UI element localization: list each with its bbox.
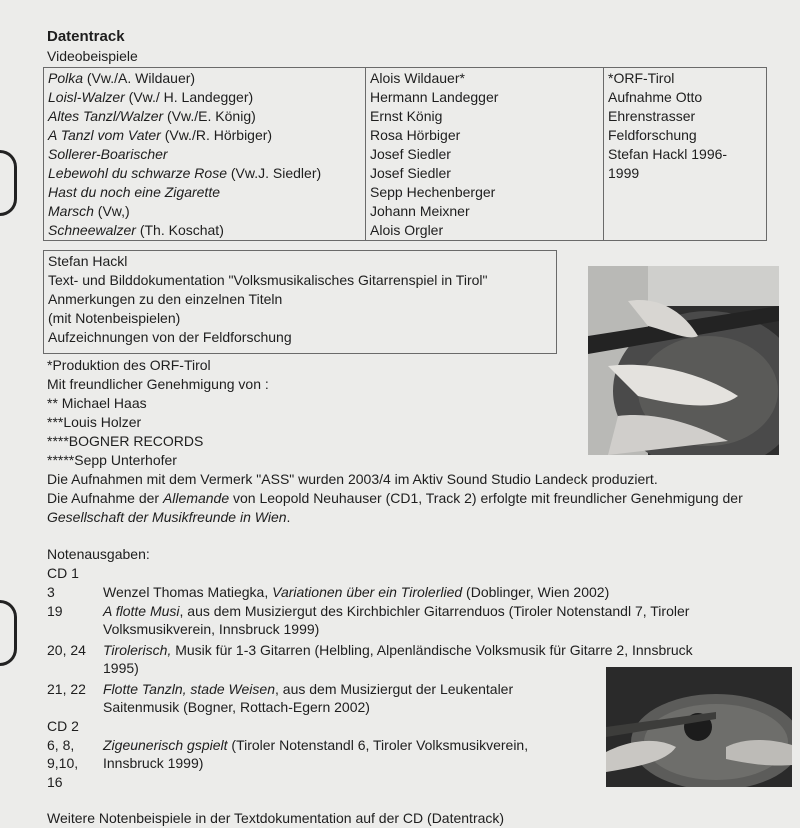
piece-title: Loisl-Walzer [48,89,125,105]
piece-title: Sollerer-Boarischer [48,146,168,162]
note-text: Die Aufnahme der [47,490,163,506]
edition-publisher: , aus dem Musiziergut der Leukentaler [275,680,514,697]
piece-row [48,145,361,164]
edition-publisher-cont: Volksmusikverein, Innsbruck 1999) [103,621,320,637]
guitar-photo [606,667,792,787]
edition-author: Wenzel Thomas Matiegka, [103,584,273,600]
section-subtitle: Videobeispiele [47,48,138,64]
video-table [43,67,767,241]
note-text: von Leopold Neuhauser (CD1, Track 2) erfolgte mit freundlicher Genehmigung der [229,490,743,506]
edition-title: Variationen über ein Tirolerlied [272,584,463,600]
performer: Josef Siedler [370,165,451,181]
track-number: 19 [47,602,63,619]
track-number-line: 16 [47,773,63,790]
piece-title: Altes Tanzl/Walzer [48,108,164,124]
edition-entry [47,583,797,602]
piece-row [48,221,361,240]
source-line: Aufnahme Otto [608,89,703,105]
note-line: Mit freundlicher Genehmigung von : [47,376,269,392]
note-line: *****Sepp Unterhofer [47,452,177,468]
source-line: Feldforschung [608,127,697,143]
piece-row [48,202,361,221]
performers-column [366,68,604,240]
performer: Sepp Hechenberger [370,184,496,200]
editions-heading: Notenausgaben: [47,546,150,562]
edition-text [103,583,797,602]
performer: Johann Meixner [370,203,470,219]
edition-publisher: (Doblinger, Wien 2002) [462,584,610,600]
performer: Alois Wildauer* [370,70,465,86]
doc-line: Stefan Hackl [48,253,128,269]
performer: Josef Siedler [370,146,451,162]
notes-section [47,356,797,527]
edition-publisher-cont: 1995) [103,660,139,676]
doc-line: Text- und Bilddokumentation "Volksmusikalisches Gitarrenspiel in Tirol" [48,272,488,288]
piece-row [48,126,361,145]
track-number: 3 [47,584,55,600]
binding-ring [0,600,17,666]
source-line: *ORF-Tirol [608,70,675,86]
edition-text [103,602,797,639]
edition-publisher: Musik für 1-3 Gitarren (Helbling, Alpenländische Volksmusik für Gitarre 2, Innsbruck [171,641,693,658]
piece-credit: (Vw./ H. Landegger) [124,89,254,105]
doc-line: (mit Notenbeispielen) [48,310,181,326]
piece-title: Hast du noch eine Zigarette [48,184,220,200]
performer: Ernst König [370,108,443,124]
piece-credit: (Vw.J. Siedler) [227,165,322,181]
allemande-title: Allemande [162,490,230,506]
edition-publisher: , aus dem Musiziergut des Kirchbichler Gitarrenduos (Tiroler Notenstandl 7, Tiroler [179,602,690,619]
edition-title: Tirolerisch, [103,641,172,658]
edition-publisher: (Tiroler Notenstandl 6, Tiroler Volksmusikverein, [227,736,529,753]
piece-title: A Tanzl vom Vater [48,127,161,143]
track-number: 20, 24 [47,641,86,658]
piece-row [48,69,361,88]
pieces-column [44,68,366,240]
edition-publisher-cont: Innsbruck 1999) [103,755,204,771]
doc-line: Aufzeichnungen von der Feldforschung [48,329,292,345]
piece-credit: (Vw./A. Wildauer) [83,70,196,86]
cd1-label: CD 1 [47,565,79,581]
note-line: ** Michael Haas [47,395,147,411]
edition-title: A flotte Musi [103,602,180,619]
note-line: *Produktion des ORF-Tirol [47,357,211,373]
piece-title: Lebewohl du schwarze Rose [48,165,227,181]
edition-title: Flotte Tanzln, stade Weisen [103,680,275,697]
piece-title: Marsch [48,203,94,219]
piece-row [48,164,361,183]
binding-ring [0,150,17,216]
track-number-line: 6, 8, 9,10, [47,736,79,771]
performer: Alois Orgler [370,222,444,238]
edition-entry [47,602,797,639]
source-line: 1999 [608,165,640,181]
track-number: 21, 22 [47,680,86,697]
society-note [47,508,797,527]
source-column [604,68,764,240]
footer-note: Weitere Notenbeispiele in der Textdokumentation auf der CD (Datentrack) [47,810,505,826]
documentation-box [43,250,557,354]
doc-line: Anmerkungen zu den einzelnen Titeln [48,291,283,307]
piece-credit: (Th. Koschat) [135,222,224,238]
piece-credit: (Vw./E. König) [163,108,256,124]
edition-publisher-cont: Saitenmusik (Bogner, Rottach-Egern 2002) [103,699,370,715]
society-name: Gesellschaft der Musikfreunde in Wien [47,509,287,525]
note-line: ***Louis Holzer [47,414,142,430]
piece-title: Schneewalzer [48,222,136,238]
source-line: Stefan Hackl 1996- [608,146,728,162]
track-number [47,736,103,792]
performer: Hermann Landegger [370,89,499,105]
page-title: Datentrack [47,28,125,45]
piece-row [48,88,361,107]
piece-credit: (Vw./R. Hörbiger) [160,127,273,143]
piece-credit: (Vw,) [93,203,130,219]
cd2-label: CD 2 [47,717,79,734]
allemande-note [47,489,797,508]
note-line: ****BOGNER RECORDS [47,433,204,449]
note-text: . [286,509,291,525]
piece-title: Polka [48,70,84,86]
source-line: Ehrenstrasser [608,108,696,124]
piece-row [48,107,361,126]
performer: Rosa Hörbiger [370,127,461,143]
piece-row [48,183,361,202]
edition-title: Zigeunerisch gspielt [103,736,228,753]
note-line: Die Aufnahmen mit dem Vermerk "ASS" wurden 2003/4 im Aktiv Sound Studio Landeck produziert. [47,471,658,487]
